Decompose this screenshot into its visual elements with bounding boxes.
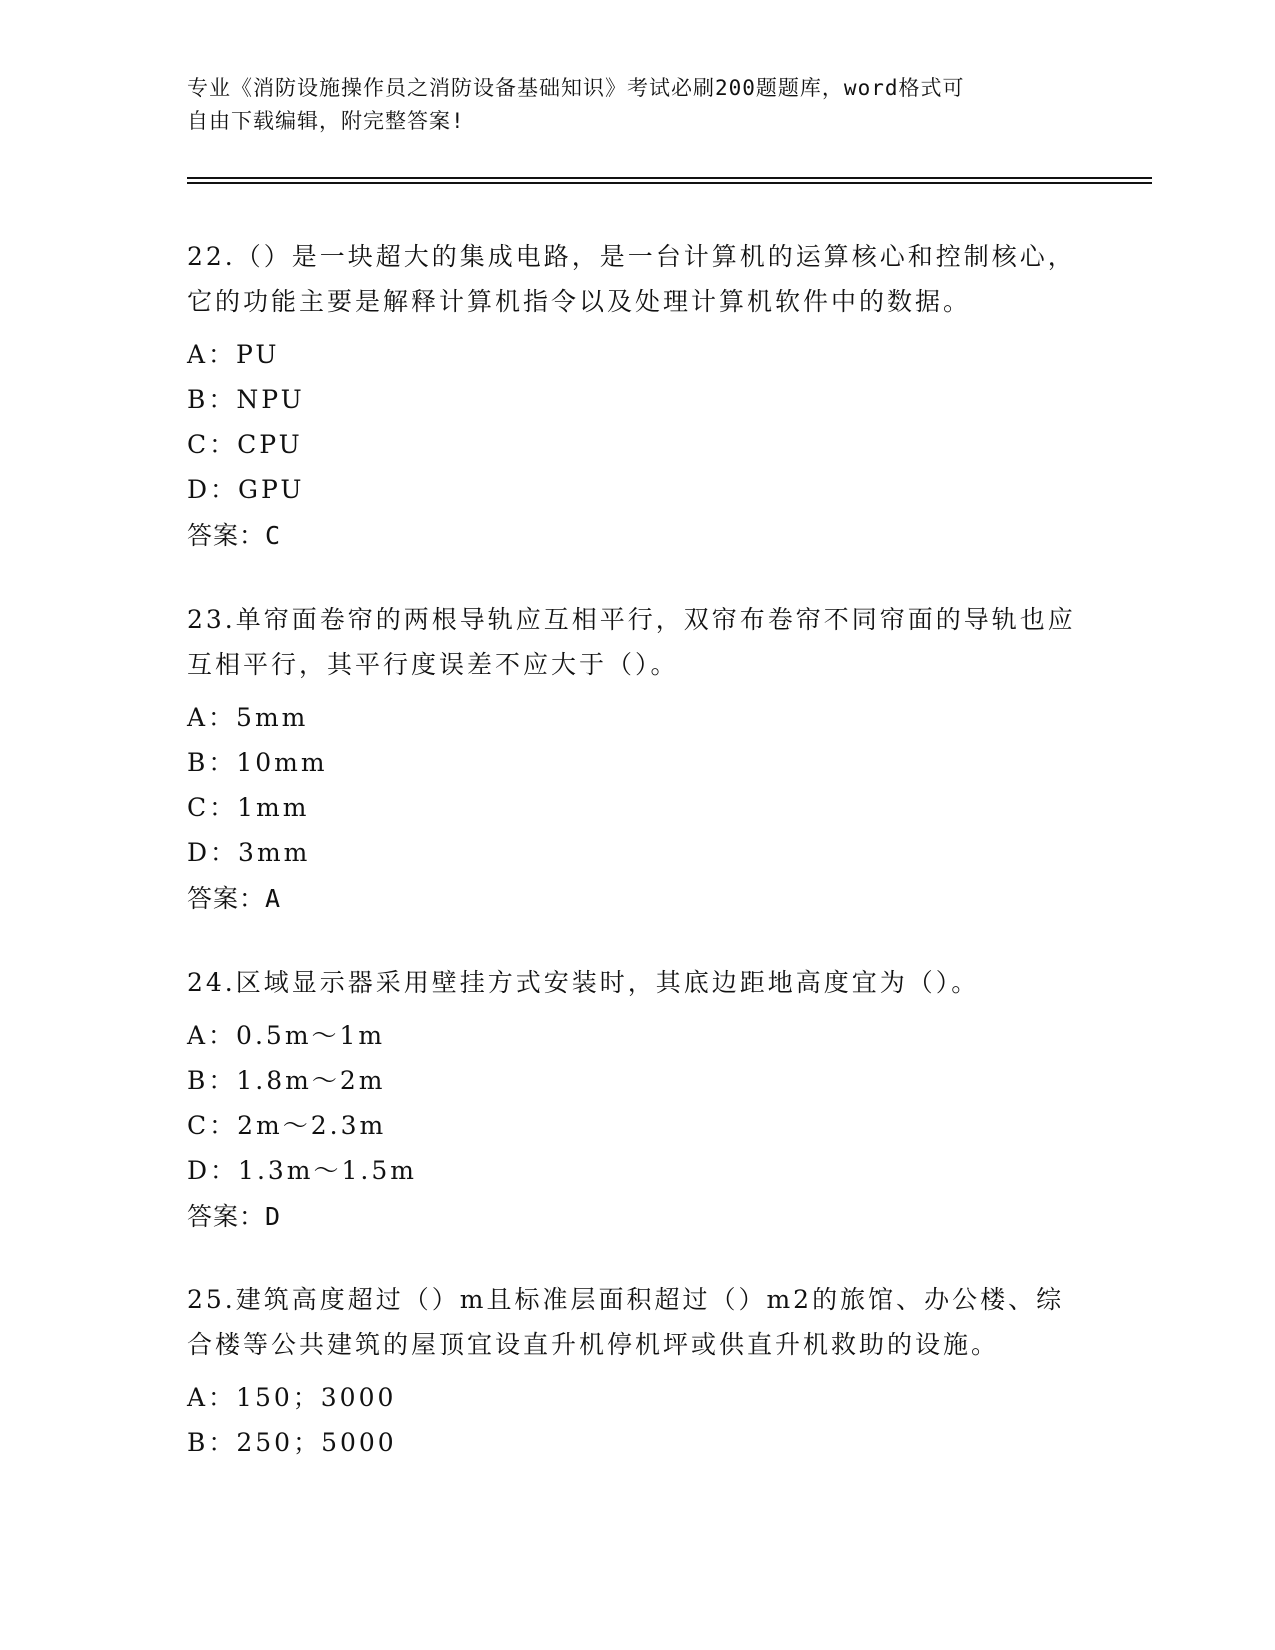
- option-b: B：250；5000: [187, 1428, 397, 1457]
- option-b: B：10mm: [187, 748, 328, 777]
- header-divider-bottom: [187, 182, 1152, 184]
- question-25: [187, 1277, 1087, 1465]
- option-b: B：NPU: [187, 385, 305, 414]
- option-d: D：3mm: [187, 838, 311, 867]
- question-text: 25.建筑高度超过（）m且标准层面积超过（）m2的旅馆、办公楼、综合楼等公共建筑的屋顶宜设直升机停机坪或供直升机救助的设施。: [187, 1285, 1065, 1359]
- option-c: C：CPU: [187, 430, 303, 459]
- answer-label: 答案：: [187, 521, 266, 550]
- option-c: C：2m～2.3m: [187, 1111, 387, 1140]
- answer-value: C: [265, 521, 282, 550]
- header-line-1: 专业《消防设施操作员之消防设备基础知识》考试必刷200题题库，word格式可: [187, 76, 965, 100]
- answer-label: 答案：: [187, 1202, 266, 1231]
- answer-line: [187, 516, 1087, 556]
- question-text: 22.（）是一块超大的集成电路，是一台计算机的运算核心和控制核心，它的功能主要是解释计算机指令以及处理计算机软件中的数据。: [187, 242, 1076, 316]
- option-d: D：GPU: [187, 475, 305, 504]
- question-24: [187, 960, 1087, 1237]
- header-divider-top: [187, 177, 1152, 179]
- option-d: D：1.3m～1.5m: [187, 1156, 417, 1185]
- question-text: 24.区域显示器采用壁挂方式安装时，其底边距地高度宜为（）。: [187, 968, 980, 997]
- option-c: C：1mm: [187, 793, 310, 822]
- answer-value: A: [265, 884, 282, 913]
- header-line-2: 自由下载编辑，附完整答案!: [187, 109, 465, 133]
- option-a: A：0.5m～1m: [187, 1021, 386, 1050]
- answer-label: 答案：: [187, 884, 266, 913]
- document-header: [187, 72, 1067, 138]
- answer-line: [187, 1197, 1087, 1237]
- option-b: B：1.8m～2m: [187, 1066, 386, 1095]
- option-a: A：5mm: [187, 703, 309, 732]
- answer-value: D: [265, 1202, 282, 1231]
- option-a: A：150；3000: [187, 1383, 397, 1412]
- question-text: 23.单帘面卷帘的两根导轨应互相平行，双帘布卷帘不同帘面的导轨也应互相平行，其平行度误差不应大于（）。: [187, 605, 1076, 679]
- question-22: [187, 234, 1087, 556]
- question-23: [187, 597, 1087, 919]
- option-a: A：PU: [187, 340, 280, 369]
- answer-line: [187, 879, 1087, 919]
